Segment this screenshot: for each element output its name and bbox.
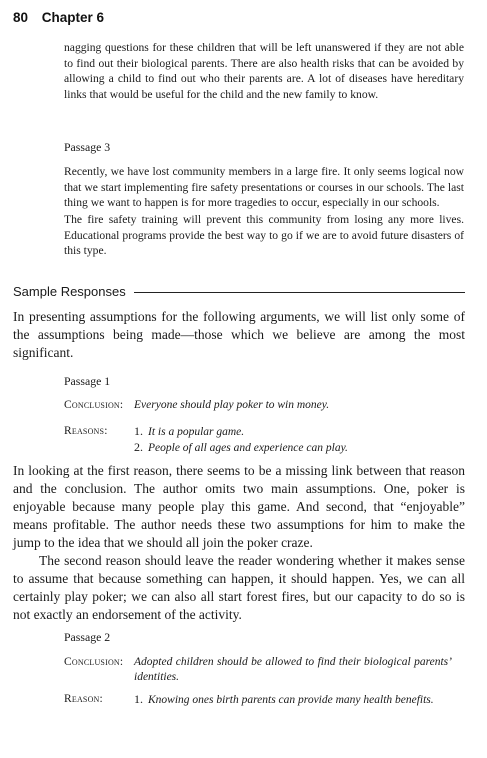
response-2-conclusion <box>64 655 464 685</box>
continuation-paragraph <box>64 40 464 102</box>
reasons-list <box>134 692 434 708</box>
reasons-label: Reasons: <box>64 425 108 437</box>
reason-item: 2. People of all ages and experience can play. <box>134 440 348 454</box>
reasons-list <box>134 424 348 456</box>
reason-item: 1. It is a popular game. <box>134 424 245 438</box>
page-number: 80 <box>13 10 29 25</box>
chapter-title: Chapter 6 <box>41 10 105 25</box>
section-rule <box>134 292 465 293</box>
intro-paragraph <box>13 308 465 362</box>
conclusion-text: Everyone should play poker to win money. <box>134 399 330 411</box>
passage-3-paragraph-1 <box>64 164 464 211</box>
section-title: Sample Responses <box>13 284 126 299</box>
passage-3-label: Passage 3 <box>64 140 111 154</box>
analysis-text-2: The second reason should leave the reader wondering whether it makes sense to assume that because something can happen, it should happen. Yes, we can all certainly play poker; we can also all start forest fires, but our capacity to do so is not exactly an endorsement of the activity. <box>13 553 465 622</box>
section-heading <box>13 284 465 299</box>
passage-3-text-2: The fire safety training will prevent this community from losing any more lives. Educational programs provide the best way to go if we are to avoid future disasters of this type. <box>64 213 464 257</box>
response-1-label: Passage 1 <box>64 374 111 388</box>
reason-item: 1. Knowing ones birth parents can provide many health benefits. <box>134 692 434 706</box>
passage-3-paragraph-2 <box>64 212 464 259</box>
response-2-reason <box>64 692 464 708</box>
conclusion-text: Adopted children should be allowed to find their biological parents’ identities. <box>134 656 452 683</box>
analysis-text-1: In looking at the first reason, there seems to be a missing link between that reason and the conclusion. The author omits two main assumptions. One, poker is enjoyable because many people play this game. And second, that “enjoyable” means profitable. The author needs these two assumptions for him to make the jump to the idea that we should all join the poker craze. <box>13 463 465 550</box>
response-2-label: Passage 2 <box>64 630 111 644</box>
continuation-text: nagging questions for these children that will be left unanswered if they are not able to find out their biological parents. There are also health risks that can be avoided by allowing a child to find out who their parents are. A lot of diseases have hereditary links that would be useful for the child and the new family to know. <box>64 41 464 101</box>
passage-3-text-1: Recently, we have lost community members in a large fire. It only seems logical now that we start implementing fire safety presentations or courses in our schools. The last thing we want to happen is for more tragedies to occur, especially in our schools. <box>64 165 464 209</box>
conclusion-label: Conclusion: <box>64 656 124 668</box>
running-header <box>13 10 104 25</box>
conclusion-label: Conclusion: <box>64 399 124 411</box>
response-1-reasons <box>64 424 464 456</box>
reason-label: Reason: <box>64 693 103 705</box>
analysis-section <box>13 462 465 624</box>
response-1-conclusion <box>64 398 464 413</box>
intro-text: In presenting assumptions for the following arguments, we will list only some of the assumptions being made—those which we believe are among the most significant. <box>13 309 465 360</box>
